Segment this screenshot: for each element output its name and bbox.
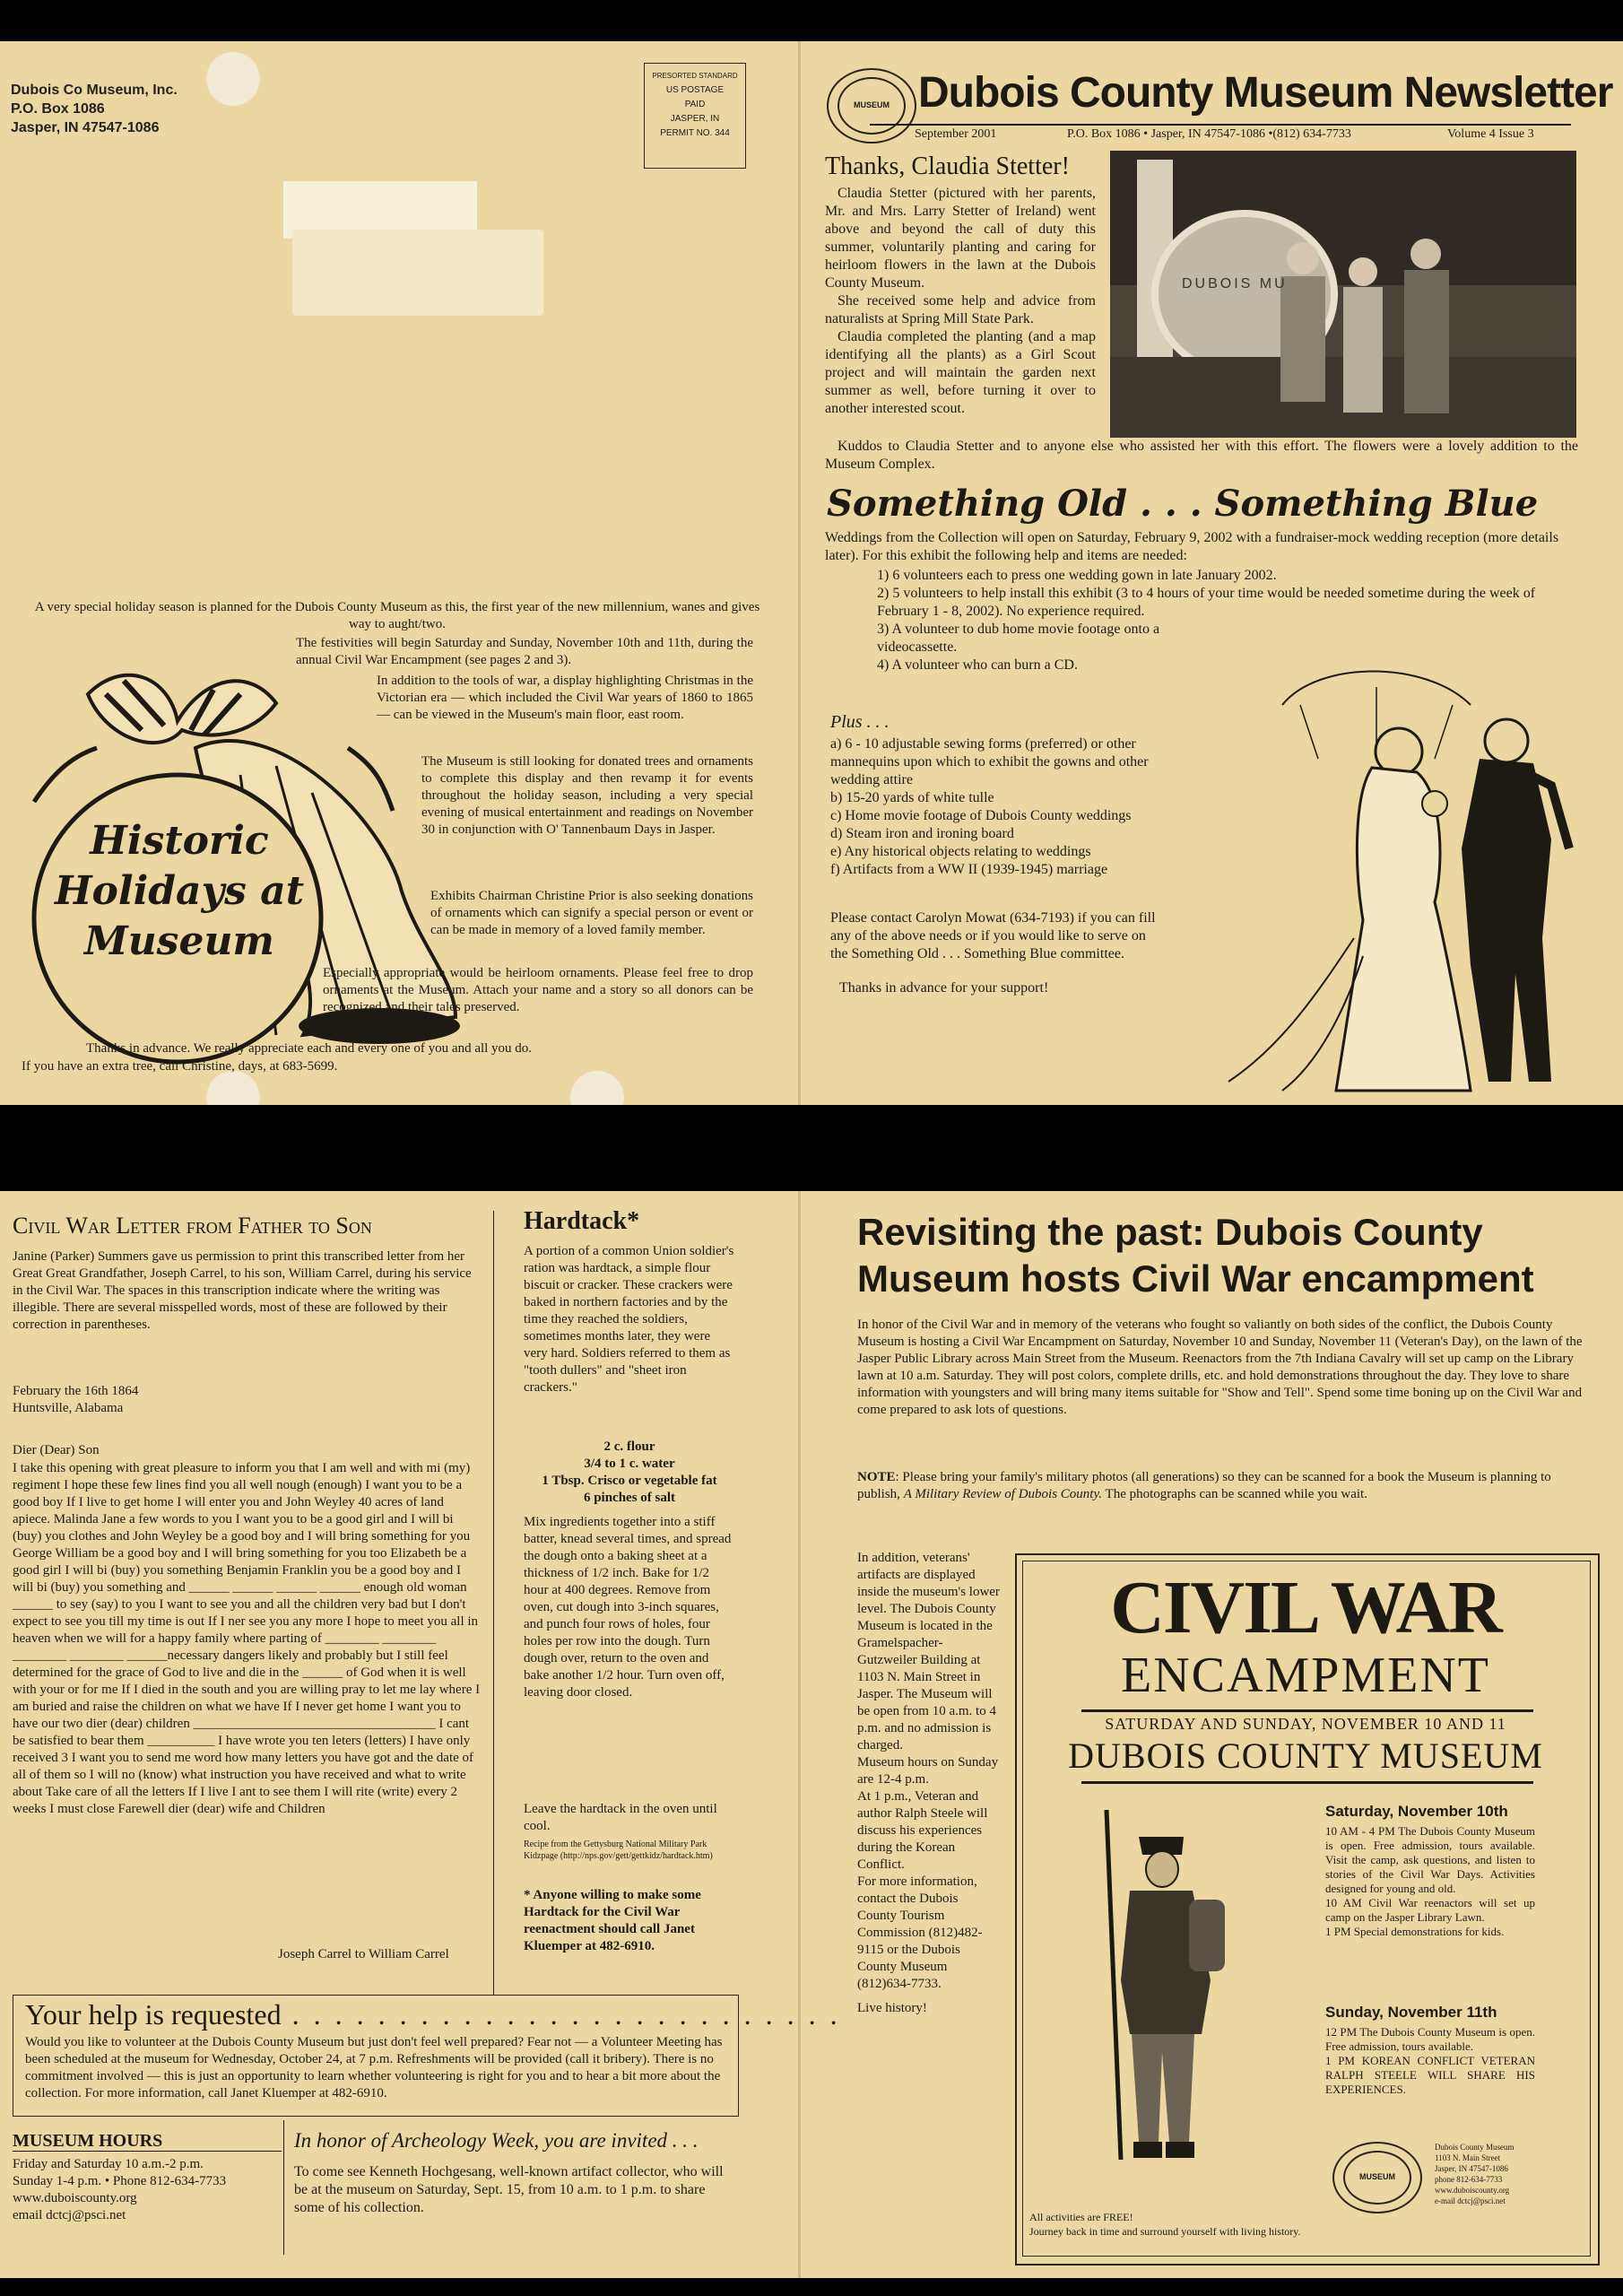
issue-volume: Volume 4 Issue 3 xyxy=(1447,127,1534,141)
poster-footer: All activities are FREE! Journey back in time and surround yourself with living history. xyxy=(1029,2211,1301,2238)
revisit-side: In addition, veterans' artifacts are displayed inside the museum's lower level. The Dubois County Museum is located in the Gramelspacher-Gutzweiler Building at 1103 N. Main Street in Jasper. The Museum will be open from 10 a.m. to 4 p.m. and no admission is charged. Museum hours on Sunday are 12-4 p.m. At 1 p.m., Veteran and author Ralph Steele will discuss his experiences during the Korean Conflict. For more information, contact the Dubois County Tourism Commission (812)482-9115 or the Dubois County Museum (812)634-7733. Live history! xyxy=(857,1551,1000,2015)
letter-salutation: Dier (Dear) Son xyxy=(13,1443,100,1457)
letter-signature: Joseph Carrel to William Carrel xyxy=(278,1947,449,1961)
poster-title-civil-war: CIVIL WAR xyxy=(1110,1566,1501,1649)
hours-lines: Friday and Saturday 10 a.m.-2 p.m. Sunday 1-4 p.m. • Phone 812-634-7733 www.duboiscounty.org email dctcj@psci.net xyxy=(13,2157,227,2222)
museum-logo: MUSEUM xyxy=(827,68,916,144)
poster-saturday-items: 10 AM - 4 PM The Dubois County Museum is open. Free admission, tours available. Visit the camp, ask questions, and listen to stories of the Civil War Days. Activities designed for young and old. 10 AM Civil War reenactors will set up camp on the Jasper Library Lawn. 1 PM Special demonstrations for kids. xyxy=(1325,1824,1535,1938)
archeology-headline: In honor of Archeology Week, you are invited . . . xyxy=(294,2129,699,2152)
holiday-tree-call: If you have an extra tree, call Christine, days, at 683-5699. xyxy=(22,1059,338,1074)
fold-line xyxy=(798,1191,801,2278)
letter-intro: Janine (Parker) Summers gave us permission to print this transcribed letter from her Great Great Grandfather, Joseph Carrel, to his son, William Carrel, during his service in the Civil War. The spaces in this transcription indicate where the writing was illegible. There are several misspelled words, most of these are followed by their correction in parentheses. xyxy=(13,1249,472,1332)
holiday-paragraph: The Museum is still looking for donated trees and ornaments to complete this display and then revamp it for events throughout the holiday season, including a very special evening of musical entertainment and readings on November 30 in conjunction with O' Tannenbaum Days in Jasper. xyxy=(421,754,753,837)
punch-hole xyxy=(206,52,260,106)
return-address: Dubois Co Museum, Inc. P.O. Box 1086 Jasper, IN 47547-1086 xyxy=(11,83,178,135)
help-headline: Your help is requested . . . . . . . . . . . . . . . . . . . . . . . . . . xyxy=(25,1998,841,2031)
poster-rule xyxy=(1081,1709,1533,1712)
poster-sunday-items: 12 PM The Dubois County Museum is open. Free admission, tours available. 1 PM KOREAN CONFLICT VETERAN RALPH STEELE WILL SHARE HIS EXPERIENCES. xyxy=(1325,2025,1535,2096)
newsletter-outer-sheet xyxy=(0,41,1623,1105)
archeology-body: To come see Kenneth Hochgesang, well-known artifact collector, who will be at the museum on Saturday, Sept. 15, from 10 a.m. to 1 p.m. to share some of his collection. xyxy=(294,2164,724,2215)
poster-rule xyxy=(1081,1781,1533,1784)
plus-label: Plus . . . xyxy=(830,712,890,732)
revisit-note: NOTE: Please bring your family's military photos (all generations) so they can be scanned for a book the Museum is planning to publish, A Military Review of Dubois County. The photographs can be scanned while you wait. xyxy=(857,1470,1551,1501)
something-old-contact: Please contact Carolyn Mowat (634-7193) if you can fill any of the above needs or if you would like to serve on the Something Old . . . Something Blue committee. xyxy=(830,910,1156,961)
stetter-headline: Thanks, Claudia Stetter! xyxy=(825,152,1070,180)
column-rule xyxy=(493,1211,494,1995)
something-old-thanks: Thanks in advance for your support! xyxy=(839,980,1049,996)
hours-headline: MUSEUM HOURS xyxy=(13,2131,163,2151)
holiday-paragraph: Exhibits Chairman Christine Prior is also seeking donations of ornaments which can signify a special person or event or can be made in memory of a loved family member. xyxy=(430,889,753,937)
holiday-paragraph: Especially appropriate would be heirloom ornaments. Please feel free to drop ornaments at the Museum. Attach your name and a story so all donors can be recognized and their tales preserved. xyxy=(323,966,753,1014)
punch-hole xyxy=(570,1071,624,1105)
letter-body: I take this opening with great pleasure to inform you that I am well and with mi (my) regiment I hope these few lines find you all well nough (enough) I want you to be a good boy If I live to get home I will enter you and John Weyley 40 acres of land apiece. Malinda Jane a few words to you I want you to be a good girl and I will bi (buy) you clothes and John Weyley be a good boy and I will bring something for you George William be a good boy and I will bring something for you too Elizabeth be a good girl I will bi (buy) you something Benjamin Franklin you be a good boy and I will bi (buy) you something and ______ ______ ______ ______ enough old woman ______ to sey (say) to you I want to see you and all the children very bad but I don't expect to see you till my time is out If I ner see you any more I hope to meet you all in heaven when we will for a happy family where parting of ________ ________ ________ ________ ______necessary dangers likely and probably but I still feel determined for the grace of God to live and die in the ______ of God when it is well with your or for me If I died in the south and you are willing pray to let me lay where I am buried and raise the children on what we have If I never get home I want you to have our two dier (dear) children ____________________________________ I cant be satisfied to bear them __________ I have wrote you ten leters (letters) I have only received 3 I want you to send me word how many letters you have got and the date of all of them so I will no (know) what instruction you have received and what to write about Take care of all the letters If I live I ant to see them I will rite (write) every 2 weeks I must close Farewell dier (dear) wife and Children xyxy=(13,1461,481,1816)
hardtack-source: Recipe from the Gettysburg National Military Park Kidzpage (http://nps.gov/gett/gettkidz/hardtack.htm) xyxy=(524,1839,713,1861)
masthead-address: P.O. Box 1086 • Jasper, IN 47547-1086 •(812) 634-7733 xyxy=(1067,127,1351,141)
wedding-couple-illustration xyxy=(1175,669,1596,1100)
stetter-body: Claudia Stetter (pictured with her parents, Mr. and Mrs. Larry Stetter of Ireland) went above and beyond the call of duty this summer, voluntarily planting and caring for heirloom flowers in the lawn at the Dubois County Museum. She received some help and advice from naturalists at Spring Mill State Park. Claudia completed the planting (and a map identifying all the plants) as a Girl Scout project and will maintain the garden next summer as well, before turning it over to another interested scout. xyxy=(825,186,1096,416)
revisit-headline: Revisiting the past: Dubois County Museum hosts Civil War encampment xyxy=(857,1211,1534,1300)
hardtack-volunteer-call: * Anyone willing to make some Hardtack for the Civil War reenactment should call Janet Kluemper at 482-6910. xyxy=(524,1888,701,1953)
newsletter-title: Dubois County Museum Newsletter xyxy=(918,69,1613,117)
something-old-headline: Something Old . . . Something Blue xyxy=(827,483,1539,525)
holiday-paragraph: The festivities will begin Saturday and Sunday, November 10th and 11th, during the annual Civil War Encampment (see pages 2 and 3). xyxy=(296,636,753,667)
plus-items: a) 6 - 10 adjustable sewing forms (preferred) or other mannequins upon which to exhibit the gowns and other wedding attire b) 15-20 yards of white tulle c) Home movie footage of Dubois County weddings d) Steam iron and ironing board e) Any historical objects relating to weddings f) Artifacts from a WW II (1939-1945) marriage xyxy=(830,736,1149,877)
holiday-thanks: Thanks in advance. We really appreciate each and every one of you and all you do. xyxy=(86,1041,533,1056)
poster-saturday-head: Saturday, November 10th xyxy=(1325,1803,1508,1820)
letter-headline: Civil War Letter from Father to Son xyxy=(13,1213,372,1239)
column-rule xyxy=(283,2120,284,2255)
holiday-intro: A very special holiday season is planned for the Dubois County Museum as this, the first year of the new millennium, wanes and gives way to aught/two. xyxy=(34,600,760,631)
postage-indicia: PRESORTED STANDARD US POSTAGE PAID JASPER, IN PERMIT NO. 344 xyxy=(644,63,746,169)
hardtack-intro: A portion of a common Union soldier's ration was hardtack, a simple flour biscuit or cracker. These crackers were baked in northern factories and by the time they reached the soldiers, sometimes months later, they were very hard. Soldiers referred to them as "tooth dullers" and "sheet iron crackers." xyxy=(524,1244,734,1395)
poster-dates: SATURDAY AND SUNDAY, NOVEMBER 10 AND 11 xyxy=(1105,1715,1506,1733)
hours-rule xyxy=(13,2151,282,2152)
help-body: Would you like to volunteer at the Dubois County Museum but just don't feel well prepared? Fear not — a Volunteer Meeting has been scheduled at the museum for Wednesday, October 24, at 7 p.m. Refreshments will be provided (call it bribery). There is no commitment involved — this is just an opportunity to learn whether volunteering is right for you and to hear a bit more about the collection. For more information, call Janet Kluemper at 482-6910. xyxy=(25,2035,723,2100)
holiday-title: Historic Holidays at Museum xyxy=(54,818,305,964)
stetter-kudos: Kuddos to Claudia Stetter and to anyone else who assisted her with this effort. The flowers were a lovely addition to the Museum Complex. xyxy=(825,439,1578,472)
hardtack-ingredients: 2 c. flour 3/4 to 1 c. water 1 Tbsp. Crisco or vegetable fat 6 pinches of salt xyxy=(542,1439,717,1505)
masthead-rule xyxy=(870,124,1571,126)
poster-title-encampment: ENCAMPMENT xyxy=(1120,1648,1491,1703)
address-sticker xyxy=(292,230,543,316)
punch-hole xyxy=(206,1071,260,1105)
stetter-photo xyxy=(1110,151,1576,438)
newsletter-inner-sheet xyxy=(0,1191,1623,2278)
hardtack-cool: Leave the hardtack in the oven until cool. xyxy=(524,1802,717,1833)
poster-contact: Dubois County Museum 1103 N. Main Street Jasper, IN 47547-1086 phone 812-634-7733 www.duboiscounty.org e-mail dctcj@psci.net xyxy=(1435,2143,1515,2205)
museum-logo: MUSEUM xyxy=(1332,2142,1422,2213)
letter-dateline: February the 16th 1864 Huntsville, Alabama xyxy=(13,1384,139,1415)
holiday-paragraph: In addition to the tools of war, a display highlighting Christmas in the Victorian era — which included the Civil War years of 1860 to 1865 — can be viewed in the Museum's main floor, east room. xyxy=(377,674,753,722)
something-old-needs: 1) 6 volunteers each to press one wedding gown in late January 2002. 2) 5 volunteers to help install this exhibit (3 to 4 hours of your time would be needed sometime during the week of February 1 - 8, 2002). No experience required. 3) A volunteer to dub home movie footage onto a videocassette. 4) A volunteer who can burn a CD. xyxy=(877,568,1536,673)
hardtack-headline: Hardtack* xyxy=(524,1207,640,1235)
soldier-illustration xyxy=(1076,1801,1237,2178)
revisit-body: In honor of the Civil War and in memory of the veterans who fought so valiantly on both sides of the conflict, the Dubois County Museum is hosting a Civil War Encampment on Saturday, November 10 and Sunday, November 11 (Veteran's Day), on the lawn of the Jasper Public Library across Main Street from the Museum. Reenactors from the 7th Indiana Cavalry will set up camp on the Library lawn at 10 a.m. Saturday. They will post colors, complete drills, etc. and hold demonstrations throughout the day. They love to share information with youngsters and will bring many items suitable for "Show and Tell". Spend some time boning up on the Civil War and come prepared to ask lots of questions. xyxy=(857,1318,1583,1417)
fold-line xyxy=(798,41,801,1105)
poster-sunday-head: Sunday, November 11th xyxy=(1325,2004,1497,2021)
photo-sign-text: DUBOIS MU xyxy=(1182,276,1288,291)
poster-museum: DUBOIS COUNTY MUSEUM xyxy=(1068,1735,1543,1776)
issue-date: September 2001 xyxy=(915,127,997,141)
something-old-intro: Weddings from the Collection will open on Saturday, February 9, 2002 with a fundraiser-mock wedding reception (more details later). For this exhibit the following help and items are needed: xyxy=(825,530,1559,563)
hardtack-method: Mix ingredients together into a stiff batter, knead several times, and spread the dough onto a baking sheet at a thickness of 1/2 inch. Bake for 1/2 hour at 400 degrees. Remove from oven, cut dough into 3-inch squares, and punch four rows of holes, four holes per row into the dough. Turn dough over, return to the oven and bake another 1/2 hour. Turn oven off, leaving door closed. xyxy=(524,1515,732,1700)
